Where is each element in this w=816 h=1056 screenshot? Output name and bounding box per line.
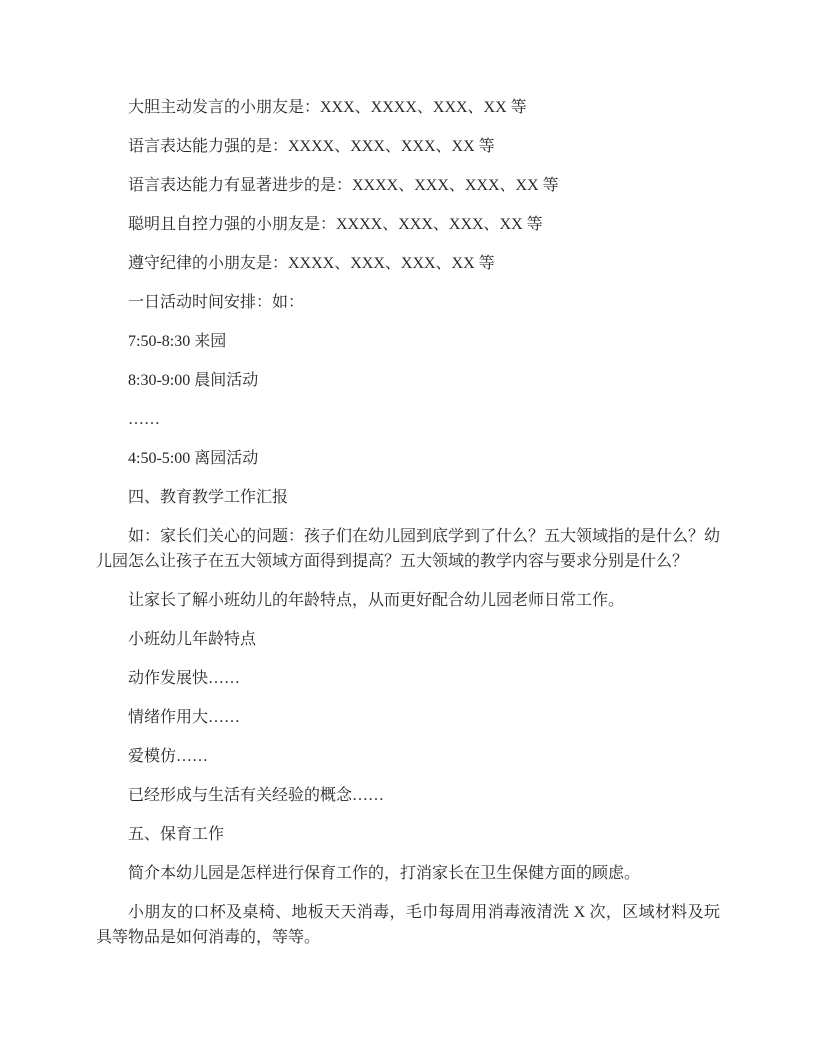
paragraph: 8:30-9:00 晨间活动 (128, 372, 259, 389)
paragraph: 大胆主动发言的小朋友是：XXX、XXXX、XXX、XX 等 (128, 99, 527, 116)
paragraph: 动作发展快…… (128, 670, 241, 687)
paragraph: 4:50-5:00 离园活动 (128, 450, 259, 467)
section-heading: 五、保育工作 (128, 826, 225, 843)
paragraph: 聪明且自控力强的小朋友是：XXXX、XXX、XXX、XX 等 (128, 216, 543, 233)
paragraph: 如：家长们关心的问题：孩子们在幼儿园到底学到了什么？五大领域指的是什么？幼儿园怎么让孩子在五大领域方面得到提高？五大领域的教学内容与要求分别是什么？ (96, 528, 721, 570)
paragraph: 让家长了解小班幼儿的年龄特点，从而更好配合幼儿园老师日常工作。 (128, 592, 625, 609)
paragraph: 一日活动时间安排：如： (128, 294, 305, 311)
paragraph: 已经形成与生活有关经验的概念…… (128, 787, 385, 804)
paragraph: 小朋友的口杯及桌椅、地板天天消毒，毛巾每周用消毒液清洗 X 次，区域材料及玩具等物品是如何消毒的，等等。 (96, 904, 720, 946)
paragraph: 7:50-8:30 来园 (128, 333, 227, 350)
paragraph: 简介本幼儿园是怎样进行保育工作的，打消家长在卫生保健方面的顾虑。 (128, 865, 641, 882)
section-heading: 四、教育教学工作汇报 (128, 489, 289, 506)
paragraph: 爱模仿…… (128, 748, 209, 765)
paragraph: 遵守纪律的小朋友是：XXXX、XXX、XXX、XX 等 (128, 255, 495, 272)
paragraph: 小班幼儿年龄特点 (128, 631, 257, 648)
paragraph: …… (128, 411, 160, 428)
paragraph: 情绪作用大…… (128, 709, 241, 726)
paragraph: 语言表达能力强的是：XXXX、XXX、XXX、XX 等 (128, 138, 495, 155)
paragraph: 语言表达能力有显著进步的是：XXXX、XXX、XXX、XX 等 (128, 177, 559, 194)
